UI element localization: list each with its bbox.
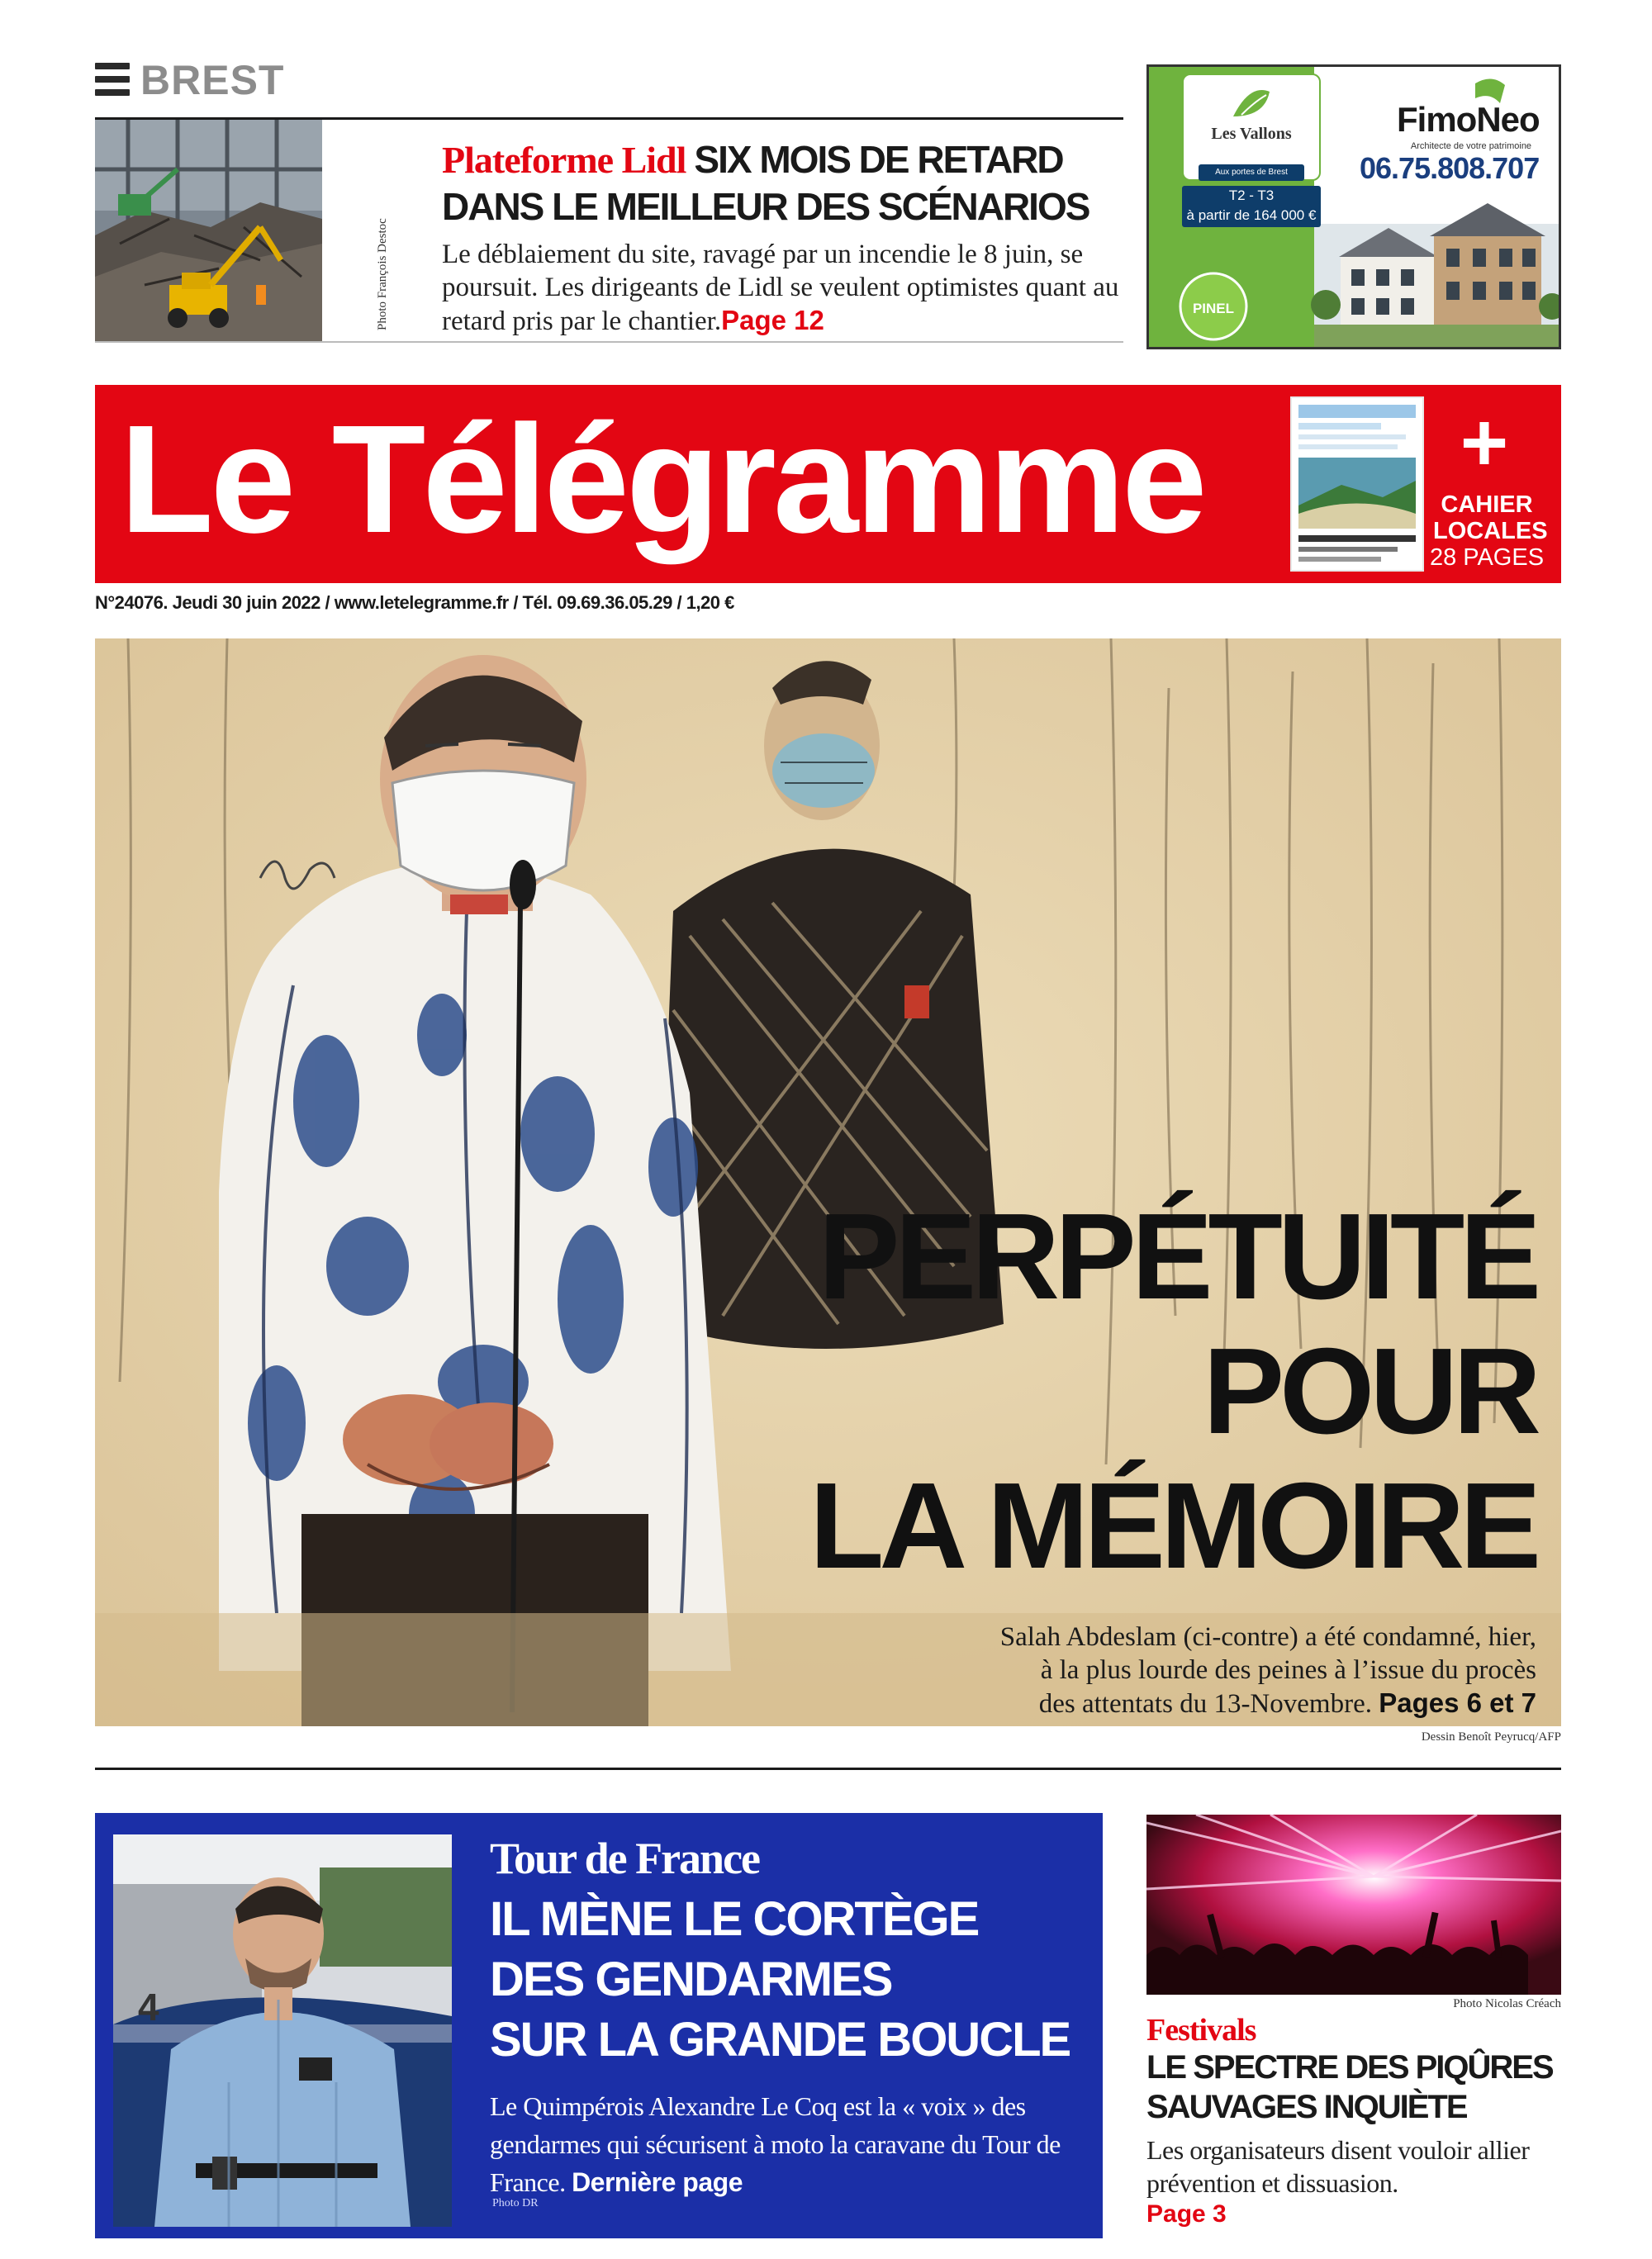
festival-body: Les organisateurs disent vouloir allier prévention et dissuasion.: [1146, 2135, 1530, 2198]
locales-supplement-thumbnail[interactable]: [1290, 396, 1424, 572]
lidl-page-link[interactable]: Page 12: [721, 305, 824, 335]
vallons-name: Les Vallons: [1211, 125, 1292, 143]
headline-line-1: PERPÉTUITÉ: [818, 1189, 1536, 1325]
caption-line-3: des attentats du 13-Novembre.: [1038, 1689, 1372, 1719]
tour-headline-line-2: DES GENDARMES: [490, 1953, 892, 2006]
main-headline[interactable]: [793, 1189, 1536, 1593]
supplement-plus: +: [1460, 396, 1509, 489]
festival-page-link[interactable]: Page 3: [1146, 2200, 1227, 2228]
unit-types: T2 - T3: [1228, 187, 1275, 203]
gendarme-photo: [113, 1834, 452, 2227]
supplement-line2: LOCALES: [1433, 518, 1548, 544]
festival-kicker: Festivals: [1146, 2013, 1256, 2048]
lidl-headline[interactable]: [442, 136, 1119, 230]
supplement-line1: CAHIER: [1441, 491, 1533, 518]
festival-concert-photo: [1146, 1815, 1561, 1995]
car-number-icon: 4: [138, 1986, 159, 2029]
vallons-tagline: Aux portes de Brest: [1199, 164, 1304, 181]
tour-body: [490, 2087, 1085, 2201]
teaser-bottom-rule: [95, 341, 1123, 343]
festival-photo-credit: Photo Nicolas Créach: [1453, 1997, 1561, 2010]
supplement-pages: 28 PAGES: [1429, 544, 1545, 571]
tour-photo-credit: Photo DR: [492, 2197, 539, 2209]
vallons-leaf-icon: [1184, 75, 1319, 125]
lidl-photo-credit: Photo François Destoc: [376, 218, 389, 330]
tour-page-link[interactable]: Dernière page: [572, 2167, 743, 2197]
issue-info-line: N°24076. Jeudi 30 juin 2022 / www.letelegramme.fr / Tél. 09.69.36.05.29 / 1,20 €: [95, 592, 734, 613]
headline-line-3: LA MÉMOIRE: [809, 1458, 1536, 1594]
tour-de-france-box[interactable]: [95, 1813, 1103, 2238]
pinel-badge-text: PINEL: [1192, 301, 1235, 316]
main-caption: [826, 1621, 1536, 1720]
tour-headline-line-3: SUR LA GRANDE BOUCLE: [490, 2013, 1070, 2067]
tour-headline: [490, 1889, 1093, 2070]
masthead: [95, 385, 1561, 583]
tour-kicker: Tour de France: [490, 1834, 760, 1883]
fimoneo-logo: FimoNeo: [1397, 100, 1540, 139]
lidl-fire-site-photo: [95, 120, 322, 341]
tour-body-text: Le Quimpérois Alexandre Le Coq est la « voix » des gendarmes qui sécurisent à moto la caravane du Tour de France.: [490, 2091, 1061, 2197]
festival-headline[interactable]: LE SPECTRE DES PIQÛRES SAUVAGES INQUIÈTE: [1146, 2049, 1553, 2125]
main-art-credit: Dessin Benoît Peyrucq/AFP: [1421, 1730, 1561, 1744]
headline-line-2: POUR: [1203, 1323, 1536, 1459]
fimoneo-tagline: Architecte de votre patrimoine: [1410, 141, 1532, 151]
menu-icon[interactable]: [95, 63, 130, 96]
lidl-headline-text: SIX MOIS DE RETARD DANS LE MEILLEUR DES SCÉNARIOS: [442, 138, 1089, 228]
newspaper-logo[interactable]: Le Télégramme: [120, 394, 1204, 565]
lidl-body-text: Le déblaiement du site, ravagé par un incendie le 8 juin, se poursuit. Les dirigeants de Lidl se veulent optimistes quant au retard pris par le chantier.: [442, 240, 1119, 336]
main-page-link[interactable]: Pages 6 et 7: [1379, 1687, 1536, 1718]
edition-label: BREST: [140, 57, 285, 103]
lidl-body: [442, 238, 1119, 338]
vallons-logo-card: [1182, 74, 1321, 181]
caption-line-2: à la plus lourde des peines à l’issue du procès: [1040, 1655, 1536, 1685]
section-rule: [95, 1768, 1561, 1770]
real-estate-ad[interactable]: [1146, 64, 1561, 349]
lidl-kicker: Plateforme Lidl: [442, 139, 686, 181]
unit-types-box: [1182, 186, 1321, 227]
price: à partir de 164 000 €: [1186, 207, 1317, 223]
tour-headline-line-1: IL MÈNE LE CORTÈGE: [490, 1892, 979, 1946]
caption-line-1: Salah Abdeslam (ci-contre) a été condamné, hier,: [999, 1622, 1536, 1652]
ad-phone-number[interactable]: 06.75.808.707: [1360, 151, 1540, 185]
